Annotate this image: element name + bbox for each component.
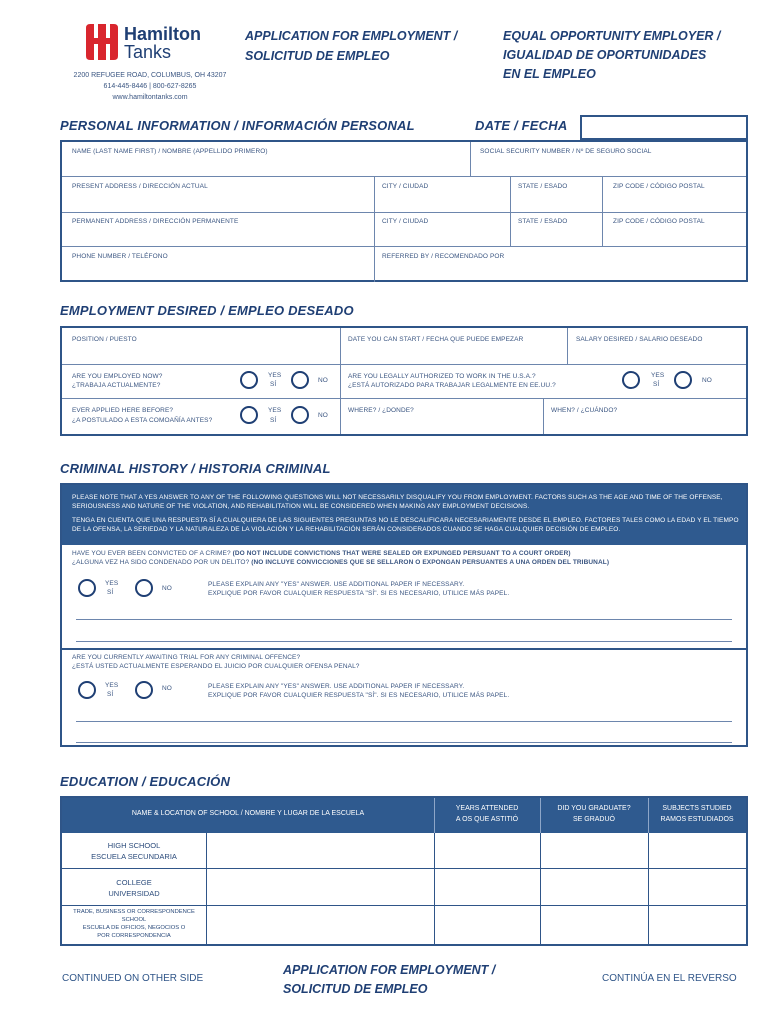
start-date-label: DATE YOU CAN START / FECHA QUE PUEDE EMPEZAR xyxy=(348,336,524,343)
q2-text-es: ¿ESTÁ USTED ACTUALMENTE ESPERANDO EL JUICIO POR CUALQUIER OFENSA PENAL? xyxy=(72,663,360,670)
personal-section-title: PERSONAL INFORMATION / INFORMACIÓN PERSONAL xyxy=(60,118,415,133)
name-field[interactable] xyxy=(64,144,468,174)
convicted-explain-en: PLEASE EXPLAIN ANY "YES" ANSWER. USE ADDITIONAL PAPER IF NECESSARY. xyxy=(208,581,465,588)
footer-title-2: SOLICITUD DE EMPLEO xyxy=(283,982,428,996)
applied-si-label: SÍ xyxy=(270,417,277,424)
permanent-address-field[interactable] xyxy=(64,214,372,244)
convicted-yes-label: YES xyxy=(105,580,119,587)
state-field-1[interactable] xyxy=(512,178,600,210)
zip-label-1: ZIP CODE / CÓDIGO POSTAL xyxy=(613,183,705,190)
authorized-question-es: ¿ESTÁ AUTORIZADO PARA TRABAJAR LEGALMENTE EN EE.UU.? xyxy=(348,382,556,389)
q1-en-bold: (DO NOT INCLUDE CONVICTIONS THAT WERE SEALED OR EXPUNGED PERSUANT TO A COURT ORDER) xyxy=(232,550,571,557)
convicted-explain-line-2[interactable] xyxy=(76,641,732,642)
ssn-field-label: SOCIAL SECURITY NUMBER / Nº DE SEGURO SOCIAL xyxy=(480,148,652,155)
company-website: www.hamiltontanks.com xyxy=(112,94,188,101)
college-graduated-field[interactable] xyxy=(542,870,646,903)
highschool-subjects-field[interactable] xyxy=(650,835,744,866)
convicted-yes-radio[interactable] xyxy=(78,579,96,597)
notice-es-1: TENGA EN CUENTA QUE UNA RESPUESTA SÍ A CUALQUIERA DE LAS SIGUIENTES PREGUNTAS NO LE DESCALIFICARA NECESARIAMENTE DESDE EL EMPLEO. FACTORES TALES COMO LA EDAD Y EL TIEMPO xyxy=(72,517,739,524)
applied-question-es: ¿A POSTULADO A ESTA COMOAÑÍA ANTES? xyxy=(72,417,213,424)
date-field[interactable] xyxy=(580,115,748,140)
city-field-1[interactable] xyxy=(376,178,508,210)
position-field[interactable] xyxy=(64,330,338,362)
company-phones: 614-445-8446 | 800-627-8265 xyxy=(103,83,197,90)
authorized-no-label: NO xyxy=(702,377,712,384)
permanent-address-label: PERMANENT ADDRESS / DIRECCIÓN PERMANENTE xyxy=(72,218,239,225)
convicted-si-label: SÍ xyxy=(107,589,114,596)
col-years-header-2: A OS QUE ASTITIÓ xyxy=(455,816,519,823)
employment-box xyxy=(60,326,748,436)
trade-graduated-field[interactable] xyxy=(542,907,646,944)
position-label: POSITION / PUESTO xyxy=(72,336,137,343)
zip-field-1[interactable] xyxy=(604,178,744,210)
state-label-1: STATE / ESADO xyxy=(518,183,568,190)
notice-en-2: SERIOUSNESS AND NATURE OF THE VIOLATION, AND REHABILITATION WILL BE CONSIDERED WHEN MAKING ANY EMPLOYMENT DECISIONS. xyxy=(72,503,530,510)
applied-no-label: NO xyxy=(318,412,328,419)
q1-en: HAVE YOU EVER BEEN CONVICTED OF A CRIME? xyxy=(72,550,231,557)
ssn-field[interactable] xyxy=(472,144,744,174)
eoe-line3: EN EL EMPLEO xyxy=(503,67,596,81)
edu-row-highschool xyxy=(62,841,206,861)
highschool-years-field[interactable] xyxy=(436,835,538,866)
footer-continued: CONTINUED ON OTHER SIDE xyxy=(62,973,204,984)
eoe-line2: IGUALIDAD DE OPORTUNIDADES xyxy=(503,48,707,62)
awaiting-yes-radio[interactable] xyxy=(78,681,96,699)
state-label-2: STATE / ESADO xyxy=(518,218,568,225)
college-label-es: UNIVERSIDAD xyxy=(108,889,160,898)
awaiting-explain-es: EXPLIQUE POR FAVOR CUALQUIER RESPUESTA "SÍ". SI ES NECESARIO, UTILICE MÁS PAPEL. xyxy=(208,692,510,699)
when-field[interactable] xyxy=(545,400,744,432)
q1-es: ¿ALGUNA VEZ HA SIDO CONDENADO POR UN DELITO? xyxy=(72,559,250,566)
col-grad-header-1: DID YOU GRADUATE? xyxy=(557,805,631,812)
criminal-section-title: CRIMINAL HISTORY / HISTORIA CRIMINAL xyxy=(60,461,331,476)
applied-yes-label: YES xyxy=(268,407,282,414)
authorized-si-label: SÍ xyxy=(653,381,660,388)
criminal-notice-band xyxy=(62,485,746,545)
col-subj-header-2: RAMOS ESTUDIADOS xyxy=(660,816,734,823)
employed-question-es: ¿TRABAJA ACTUALMENTE? xyxy=(72,382,161,389)
awaiting-si-label: SÍ xyxy=(107,691,114,698)
employed-yes-radio[interactable] xyxy=(240,371,258,389)
trade-years-field[interactable] xyxy=(436,907,538,944)
employed-question-en: ARE YOU EMPLOYED NOW? xyxy=(72,373,163,380)
notice-es-2: DE LA OFENSA, LA SERIEDAD Y LA NATURALEZA DE LA VIOLACIÓN Y LA REHABILITACIÓN SERÁN CONSIDERADOS CUANDO SE HAGA CUALQUIER DECISIÓN DE EMPLEO. xyxy=(72,526,621,533)
criminal-box xyxy=(60,483,748,747)
employed-no-label: NO xyxy=(318,377,328,384)
awaiting-explain-line-1[interactable] xyxy=(76,721,732,722)
logo-mark-icon xyxy=(84,22,120,62)
applied-yes-radio[interactable] xyxy=(240,406,258,424)
present-address-field[interactable] xyxy=(64,178,372,210)
convicted-explain-es: EXPLIQUE POR FAVOR CUALQUIER RESPUESTA "SÍ". SI ES NECESARIO, UTILICE MÁS PAPEL. xyxy=(208,590,510,597)
city-label-1: CITY / CIUDAD xyxy=(382,183,429,190)
company-logo xyxy=(84,22,214,64)
convicted-explain-line-1[interactable] xyxy=(76,619,732,620)
awaiting-explain-line-2[interactable] xyxy=(76,742,732,743)
col-years-header-1: YEARS ATTENDED xyxy=(455,805,519,812)
employed-yes-label: YES xyxy=(268,372,282,379)
college-label-en: COLLEGE xyxy=(116,878,152,887)
awaiting-yes-label: YES xyxy=(105,682,119,689)
col-school-header: NAME & LOCATION OF SCHOOL / NOMBRE Y LUGAR DE LA ESCUELA xyxy=(131,810,365,817)
logo-name-2: Tanks xyxy=(124,42,172,62)
education-section-title: EDUCATION / EDUCACIÓN xyxy=(60,774,231,789)
header-title-line1: APPLICATION FOR EMPLOYMENT / xyxy=(245,29,458,43)
footer-title-1: APPLICATION FOR EMPLOYMENT / xyxy=(283,963,496,977)
state-field-2[interactable] xyxy=(512,214,600,244)
employed-no-radio[interactable] xyxy=(291,371,309,389)
zip-field-2[interactable] xyxy=(604,214,744,244)
referred-field[interactable] xyxy=(376,248,744,280)
trade-label-4: POR CORRESPONDENCIA xyxy=(97,933,171,939)
city-label-2: CITY / CIUDAD xyxy=(382,218,429,225)
start-date-field[interactable] xyxy=(342,330,565,362)
convicted-no-radio[interactable] xyxy=(135,579,153,597)
q1-text-en xyxy=(72,550,571,557)
convicted-no-label: NO xyxy=(162,585,172,592)
referred-label: REFERRED BY / RECOMENDADO POR xyxy=(382,253,505,260)
authorized-question-en: ARE YOU LEGALLY AUTHORIZED TO WORK IN THE U.S.A.? xyxy=(348,373,536,380)
phone-field[interactable] xyxy=(64,248,372,280)
applied-question-en: EVER APPLIED HERE BEFORE? xyxy=(72,407,174,414)
employment-section-title: EMPLOYMENT DESIRED / EMPLEO DESEADO xyxy=(60,303,354,318)
col-subj-header-1: SUBJECTS STUDIED xyxy=(662,805,732,812)
highschool-label-es: ESCUELA SECUNDARIA xyxy=(91,852,177,861)
eoe-line1: EQUAL OPPORTUNITY EMPLOYER / xyxy=(503,29,721,43)
present-address-label: PRESENT ADDRESS / DIRECCIÓN ACTUAL xyxy=(72,183,208,190)
company-address: 2200 REFUGEE ROAD, COLUMBUS, OH 43207 xyxy=(73,72,227,79)
logo-name-1: Hamilton xyxy=(124,24,202,44)
name-field-label: NAME (LAST NAME FIRST) / NOMBRE (APPELLIDO PRIMERO) xyxy=(72,148,268,155)
highschool-label-en: HIGH SCHOOL xyxy=(107,841,161,850)
where-label: WHERE? / ¿DONDE? xyxy=(348,407,414,414)
date-label: DATE / FECHA xyxy=(475,118,568,133)
zip-label-2: ZIP CODE / CÓDIGO POSTAL xyxy=(613,218,705,225)
college-subjects-field[interactable] xyxy=(650,870,744,903)
notice-en-1: PLEASE NOTE THAT A YES ANSWER TO ANY OF THE FOLLOWING QUESTIONS WILL NOT NECESSARILY DISQUALIFY YOU FROM EMPLOYMENT. FACTORS SUCH AS THE AGE AND TIME OF THE OFFENSE, xyxy=(72,494,723,501)
authorized-yes-label: YES xyxy=(651,372,665,379)
authorized-no-radio[interactable] xyxy=(674,371,692,389)
college-years-field[interactable] xyxy=(436,870,538,903)
salary-label: SALARY DESIRED / SALARIO DESEADO xyxy=(576,336,703,343)
edu-row-trade xyxy=(62,909,206,939)
header-title-line2: SOLICITUD DE EMPLEO xyxy=(245,49,390,63)
when-label: WHEN? / ¿CUÁNDO? xyxy=(551,407,618,414)
edu-row-college xyxy=(62,878,206,898)
q1-text-es xyxy=(72,559,609,566)
awaiting-explain-en: PLEASE EXPLAIN ANY "YES" ANSWER. USE ADDITIONAL PAPER IF NECESSARY. xyxy=(208,683,465,690)
college-name-field[interactable] xyxy=(208,870,432,903)
q1-es-bold: (NO INCLUYE CONVICCIONES QUE SE SELLARON O EXPONGAN PERSUANTES A UNA ORDEN DEL TRIBUNAL) xyxy=(251,559,610,566)
trade-label-3: ESCUELA DE OFICIOS, NEGOCIOS O xyxy=(82,925,186,931)
employed-si-label: SÍ xyxy=(270,381,277,388)
city-field-2[interactable] xyxy=(376,214,508,244)
highschool-name-field[interactable] xyxy=(208,835,432,866)
applied-no-radio[interactable] xyxy=(291,406,309,424)
phone-label: PHONE NUMBER / TELÉFONO xyxy=(72,253,168,260)
awaiting-no-radio[interactable] xyxy=(135,681,153,699)
highschool-graduated-field[interactable] xyxy=(542,835,646,866)
education-table xyxy=(60,796,748,946)
q2-text-en: ARE YOU CURRENTLY AWAITING TRIAL FOR ANY CRIMINAL OFFENCE? xyxy=(72,654,301,661)
authorized-yes-radio[interactable] xyxy=(622,371,640,389)
salary-field[interactable] xyxy=(569,330,744,362)
trade-subjects-field[interactable] xyxy=(650,907,744,944)
footer-continua: CONTINÚA EN EL REVERSO xyxy=(602,973,737,984)
trade-name-field[interactable] xyxy=(208,907,432,944)
col-grad-header-2: SE GRADUÓ xyxy=(572,816,615,823)
trade-label-2: SCHOOL xyxy=(121,917,147,923)
awaiting-no-label: NO xyxy=(162,685,172,692)
personal-info-box xyxy=(60,140,748,282)
trade-label-1: TRADE, BUSINESS OR CORRESPONDENCE xyxy=(73,909,195,915)
where-field[interactable] xyxy=(342,400,541,432)
